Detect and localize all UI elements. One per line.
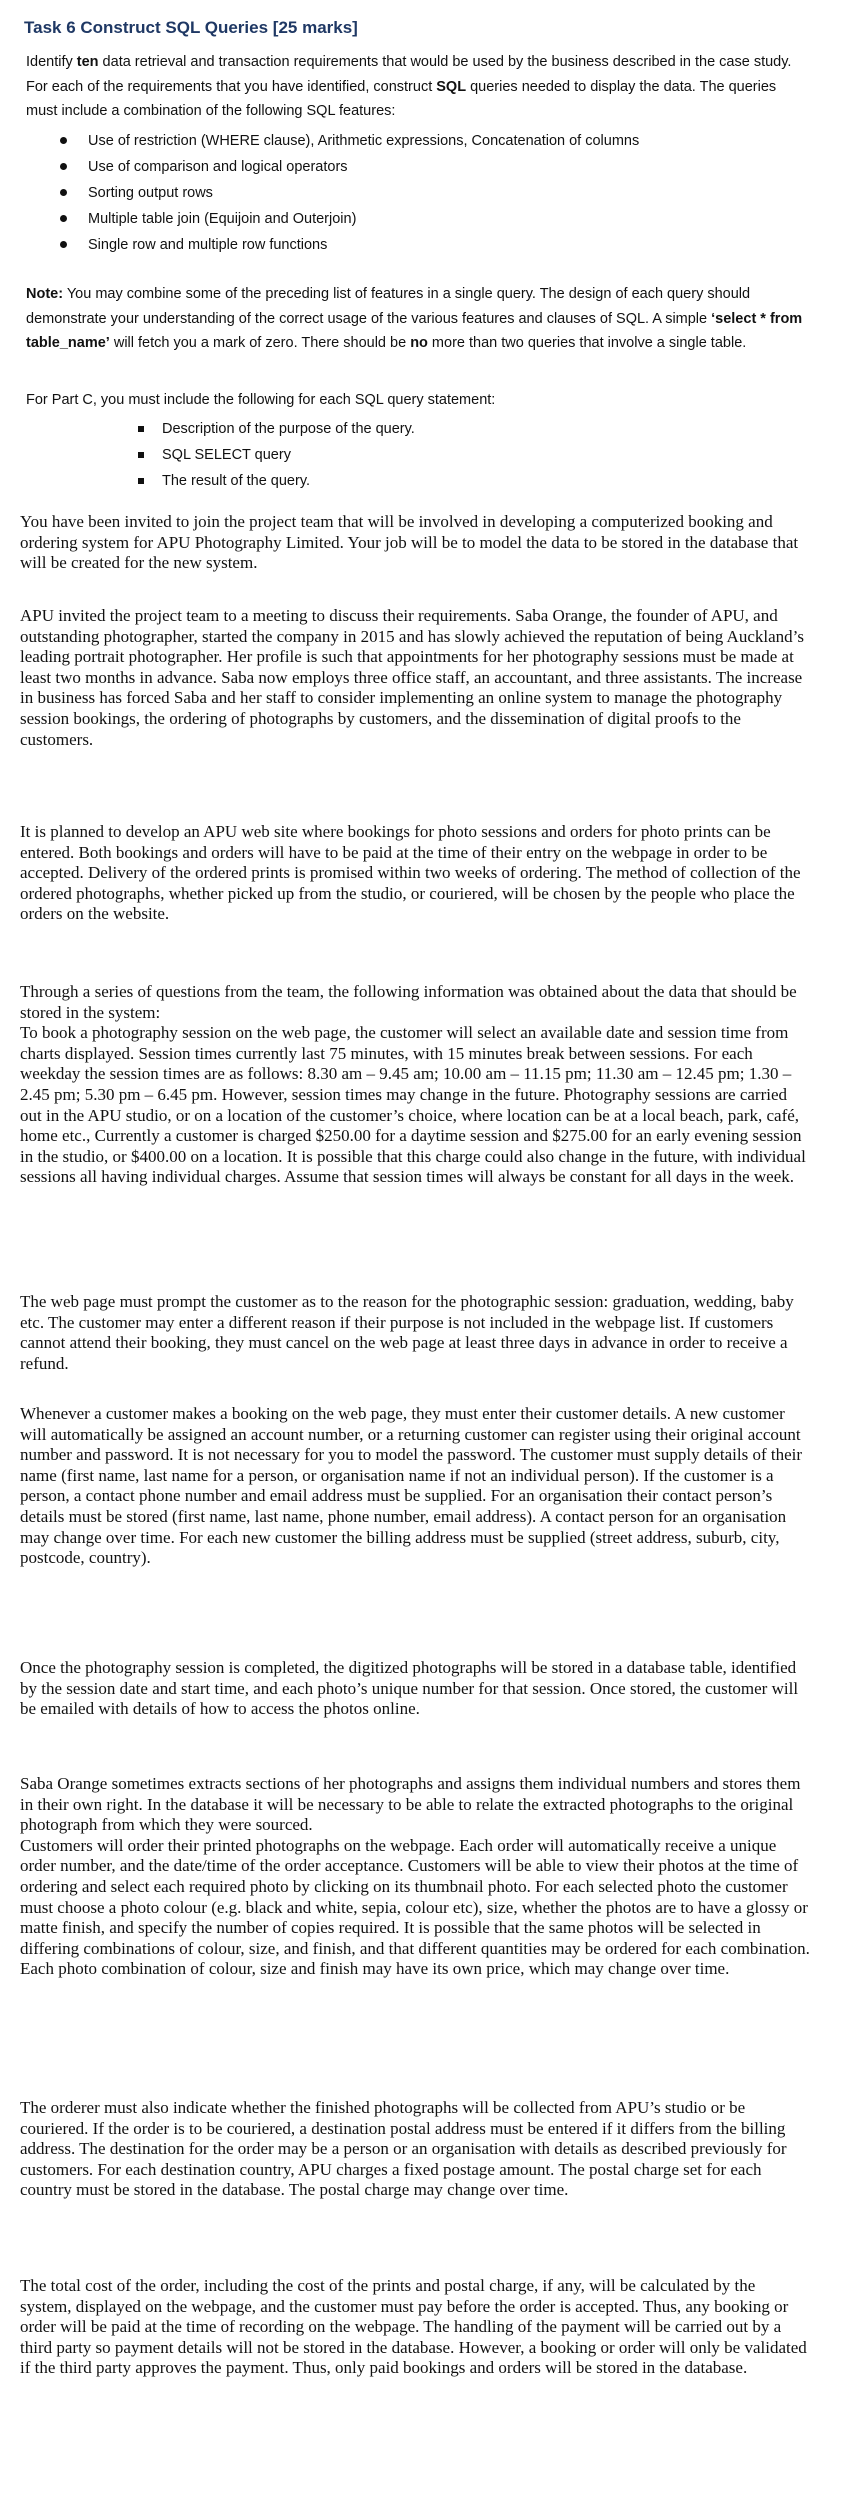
list-item: Multiple table join (Equijoin and Outerjoin) [60, 206, 639, 232]
case-paragraph-delivery: The orderer must also indicate whether the finished photographs will be collected from APU’s studio or be couriered. If the order is to be couriered, a destination postal address must be entered if it differs from the billing address. The destination for the order may be a person or an organisation with details as described previously for customers. For each destination country, APU charges a fixed postage amount. The postal charge set for each country must be stored in the database. The postal charge may change over time. [20, 2098, 787, 2200]
instructions-text-3: queries needed to display the data. The queries must include a combination of the following SQL features: [26, 78, 777, 119]
list-item: Use of restriction (WHERE clause), Arithmetic expressions, Concatenation of columns [60, 128, 639, 154]
list-item: SQL SELECT query [138, 442, 415, 468]
instructions-text-1: Identify [26, 54, 77, 70]
case-paragraph-intro: You have been invited to join the project team that will be involved in developing a computerized booking and ordering system for APU Photography Limited. Your job will be to model the data to be stored in the database that will be created for the new system. [20, 512, 799, 573]
note-bold-no: no [410, 335, 428, 351]
task-note [26, 282, 806, 356]
case-paragraph-photographs: Once the photography session is completed, the digitized photographs will be stored in a database table, identified by the session date and start time, and each photo’s unique number for that session. Once stored, the customer will be emailed with details of how to access the photos online. [20, 1658, 799, 1719]
task-title: Task 6 Construct SQL Queries [25 marks] [24, 18, 358, 37]
case-paragraph-customers: Whenever a customer makes a booking on the web page, they must enter their customer details. A new customer will automatically be assigned an account number, or a returning customer can register using their original account number and password. It is not necessary for you to model the password. The customer must supply details of their name (first name, last name for a person, or organisation name if not an individual person). If the customer is a person, a contact phone number and email address must be supplied. For an organisation their contact person’s details must be stored (first name, last name, phone number, email address). A contact person for an organisation may change over time. For each new customer the billing address must be supplied (street address, suburb, city, postcode, country). [20, 1404, 803, 1568]
instructions-bold-ten: ten [76, 54, 99, 70]
instructions-bold-sql: SQL [436, 78, 467, 95]
note-label: Note: [26, 286, 64, 302]
list-item: Sorting output rows [60, 180, 639, 206]
case-paragraph-bookings: Through a series of questions from the team, the following information was obtained about the data that should be stored in the system: To book a photography session on the web page, the customer will select an available date and session time from charts displayed. Session times currently last 75 minutes, with 15 minutes break between sessions. For each weekday the session times are as follows: 8.30 am – 9.45 am; 10.00 am – 11.15 pm; 11.30 am – 12.45 pm; 1.30 – 2.45 pm; 5.30 pm – 6.45 pm. However, session times may change in the future. Photography sessions are carried out in the APU studio, or on a location of the customer’s choice, where location can be at a local beach, park, café, home etc., Currently a customer is charged $250.00 for a daytime session and $275.00 for an early evening session in the studio, or $400.00 on a location. It is possible that this charge could also change in the future, with individual sessions all having individual charges. Assume that session times will always be constant for all days in the week. [20, 982, 806, 1187]
note-text-3: more than two queries that involve a single table. [427, 335, 747, 351]
part-c-list [138, 416, 415, 494]
note-text-1: You may combine some of the preceding list of features in a single query. The design of each query should demonstrate your understanding of the correct usage of the various features and clauses of SQL. A simple [26, 286, 751, 327]
note-text-2: will fetch you a mark of zero. There should be [109, 335, 411, 351]
instructions-text-2: data retrieval and transaction requirements that would be used by the business described in the case study. For each of the requirements that you have identified, construct [26, 54, 792, 95]
case-paragraph-reason: The web page must prompt the customer as to the reason for the photographic session: graduation, wedding, baby etc. The customer may enter a different reason if their purpose is not included in the webpage list. If customers cannot attend their booking, they must cancel on the web page at least three days in advance in order to receive a refund. [20, 1292, 794, 1373]
case-paragraph-payment: The total cost of the order, including the cost of the prints and postal charge, if any, will be calculated by the system, displayed on the webpage, and the customer must pay before the order is accepted. Thus, any booking or order will be paid at the time of recording on the webpage. The handling of the payment will be carried out by a third party so payment details will not be stored in the database. However, a booking or order will only be validated if the third party approves the payment. Thus, only paid bookings and orders will be stored in the database. [20, 2276, 807, 2378]
case-paragraph-website: It is planned to develop an APU web site where bookings for photo sessions and orders for photo prints can be entered. Both bookings and orders will have to be paid at the time of their entry on the webpage in order to be accepted. Delivery of the ordered prints is promised within two weeks of ordering. The method of collection of the ordered photographs, whether picked up from the studio, or couriered, will be chosen by the people who place the orders on the website. [20, 822, 801, 924]
list-item: The result of the query. [138, 468, 415, 494]
sql-features-list [60, 128, 639, 258]
part-c-intro: For Part C, you must include the following for each SQL query statement: [26, 392, 496, 408]
case-paragraph-background: APU invited the project team to a meeting to discuss their requirements. Saba Orange, the founder of APU, and outstanding photographer, started the company in 2015 and has slowly achieved the reputation of being Auckland’s leading portrait photographer. Her profile is such that appointments for her photography sessions must be made at least two months in advance. Saba now employs three office staff, an accountant, and three assistants. The increase in business has forced Saba and her staff to consider implementing an online system to manage the photography session bookings, the ordering of photographs by customers, and the dissemination of digital proofs to the customers. [20, 606, 804, 749]
task-instructions [26, 50, 806, 124]
case-paragraph-orders: Saba Orange sometimes extracts sections of her photographs and assigns them individual numbers and stores them in their own right. In the database it will be necessary to be able to relate the extracted photographs to the original photograph from which they were sourced. Customers will order their printed photographs on the webpage. Each order will automatically receive a unique order number, and the date/time of the order acceptance. Customers will be able to view their photos at the time of ordering and select each required photo by clicking on its thumbnail photo. For each selected photo the customer must choose a photo colour (e.g. black and white, sepia, colour etc), size, whether the photos are to have a glossy or matte finish, and specify the number of copies required. It is possible that the same photos will be selected in differing combinations of colour, size, and finish, and that different quantities may be ordered for each combination. Each photo combination of colour, size and finish may have its own price, which may change over time. [20, 1774, 810, 1979]
list-item: Single row and multiple row functions [60, 232, 639, 258]
list-item: Description of the purpose of the query. [138, 416, 415, 442]
list-item: Use of comparison and logical operators [60, 154, 639, 180]
note-bold-select: ‘select * from table_name’ [26, 310, 803, 351]
